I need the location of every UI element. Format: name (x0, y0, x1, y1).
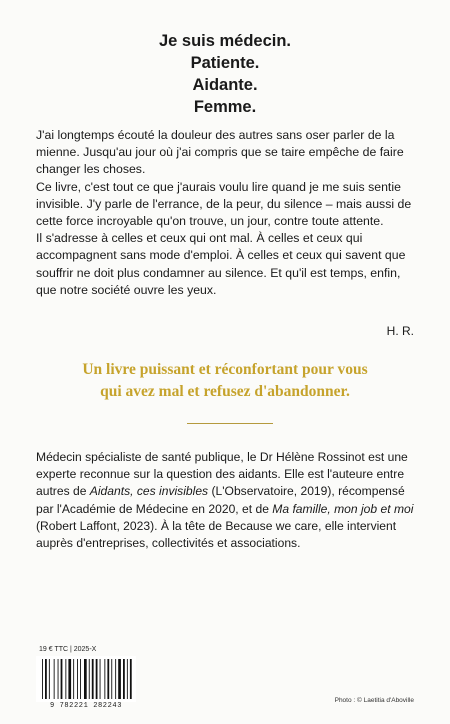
headline-line-3: Aidante. (192, 76, 258, 94)
barcode-bar (58, 659, 59, 699)
barcode-bar (127, 659, 128, 699)
barcode-bar (49, 659, 50, 699)
headline-line-1: Je suis médecin. (158, 32, 292, 50)
blurb-paragraph-1: J'ai longtemps écouté la douleur des autres sans oser parler de la mienne. Jusqu'au jour où j'ai compris que se taire empêche de faire changer les choses. (36, 128, 404, 177)
barcode-bar (111, 659, 112, 699)
barcode-bar (107, 659, 109, 699)
barcode-bar (61, 659, 63, 699)
price-label: 19 € TTC | 2025-X (39, 646, 97, 653)
barcode-bar (118, 659, 121, 699)
bio-text-2: (L'Observatoire, 2019), récompensé par l'Académie de Médecine en 2020, et de (36, 484, 405, 516)
tagline (0, 359, 450, 403)
barcode-bar (96, 659, 98, 699)
author-bio (36, 449, 416, 552)
barcode-bar (65, 659, 66, 699)
barcode-bar (130, 659, 132, 699)
headline (0, 30, 450, 118)
headline-line-4: Femme. (193, 98, 257, 116)
barcode-bar (84, 659, 87, 699)
barcode-bar (123, 659, 125, 699)
divider (187, 423, 273, 424)
tagline-line-1: Un livre puissant et réconfortant pour vous (82, 361, 368, 378)
barcode-bar (115, 659, 116, 699)
book-title-2: Ma famille, mon job et moi (272, 501, 414, 516)
barcode-bar (100, 659, 101, 699)
barcode-bar (73, 659, 74, 699)
barcode-bar (92, 659, 94, 699)
book-title-1: Aidants, ces invisibles (89, 484, 209, 499)
photo-credit: Photo : © Laetitia d'Aboville (334, 697, 414, 704)
barcode-bar (80, 659, 81, 699)
barcode-bars (36, 656, 136, 702)
barcode (36, 656, 136, 702)
barcode-bar (77, 659, 78, 699)
blurb-paragraph-2: Ce livre, c'est tout ce que j'aurais voulu lire quand je me suis sentie invisible. J'y parle de l'errance, de la peur, du silence – mais aussi de cette force incroyable qu'on trouve, un jour, contre toute attente. (36, 179, 412, 229)
bio-text-1: Médecin spécialiste de santé publique, le Dr Hélène Rossinot est une experte reconnue sur la question des aidants. Elle est l'auteure entre autres de (36, 450, 408, 499)
barcode-bar (45, 659, 47, 699)
barcode-bar (42, 659, 43, 699)
barcode-bar (89, 659, 90, 699)
barcode-bar (68, 659, 71, 699)
barcode-bar (54, 659, 55, 699)
tagline-line-2: qui avez mal et refusez d'abandonner. (100, 383, 350, 400)
barcode-digits: 9 782221 282243 (49, 702, 122, 710)
author-bio-paragraph (36, 449, 416, 552)
author-initials: H. R. (386, 324, 414, 338)
barcode-bar (104, 659, 105, 699)
blurb (36, 127, 414, 299)
bio-text-3: (Robert Laffont, 2023). À la tête de Because we care, elle intervient auprès d'entreprises, collectivités et associations. (36, 518, 397, 551)
blurb-paragraph-3: Il s'adresse à celles et ceux qui ont mal. À celles et ceux qui accompagnent sans mode d'emploi. À celles et ceux qui savent que souffrir ne doit plus condamner au silence. Et qu'il est temps, enfin, que notre société ouvre les yeux. (36, 231, 406, 297)
headline-line-2: Patiente. (190, 54, 260, 72)
